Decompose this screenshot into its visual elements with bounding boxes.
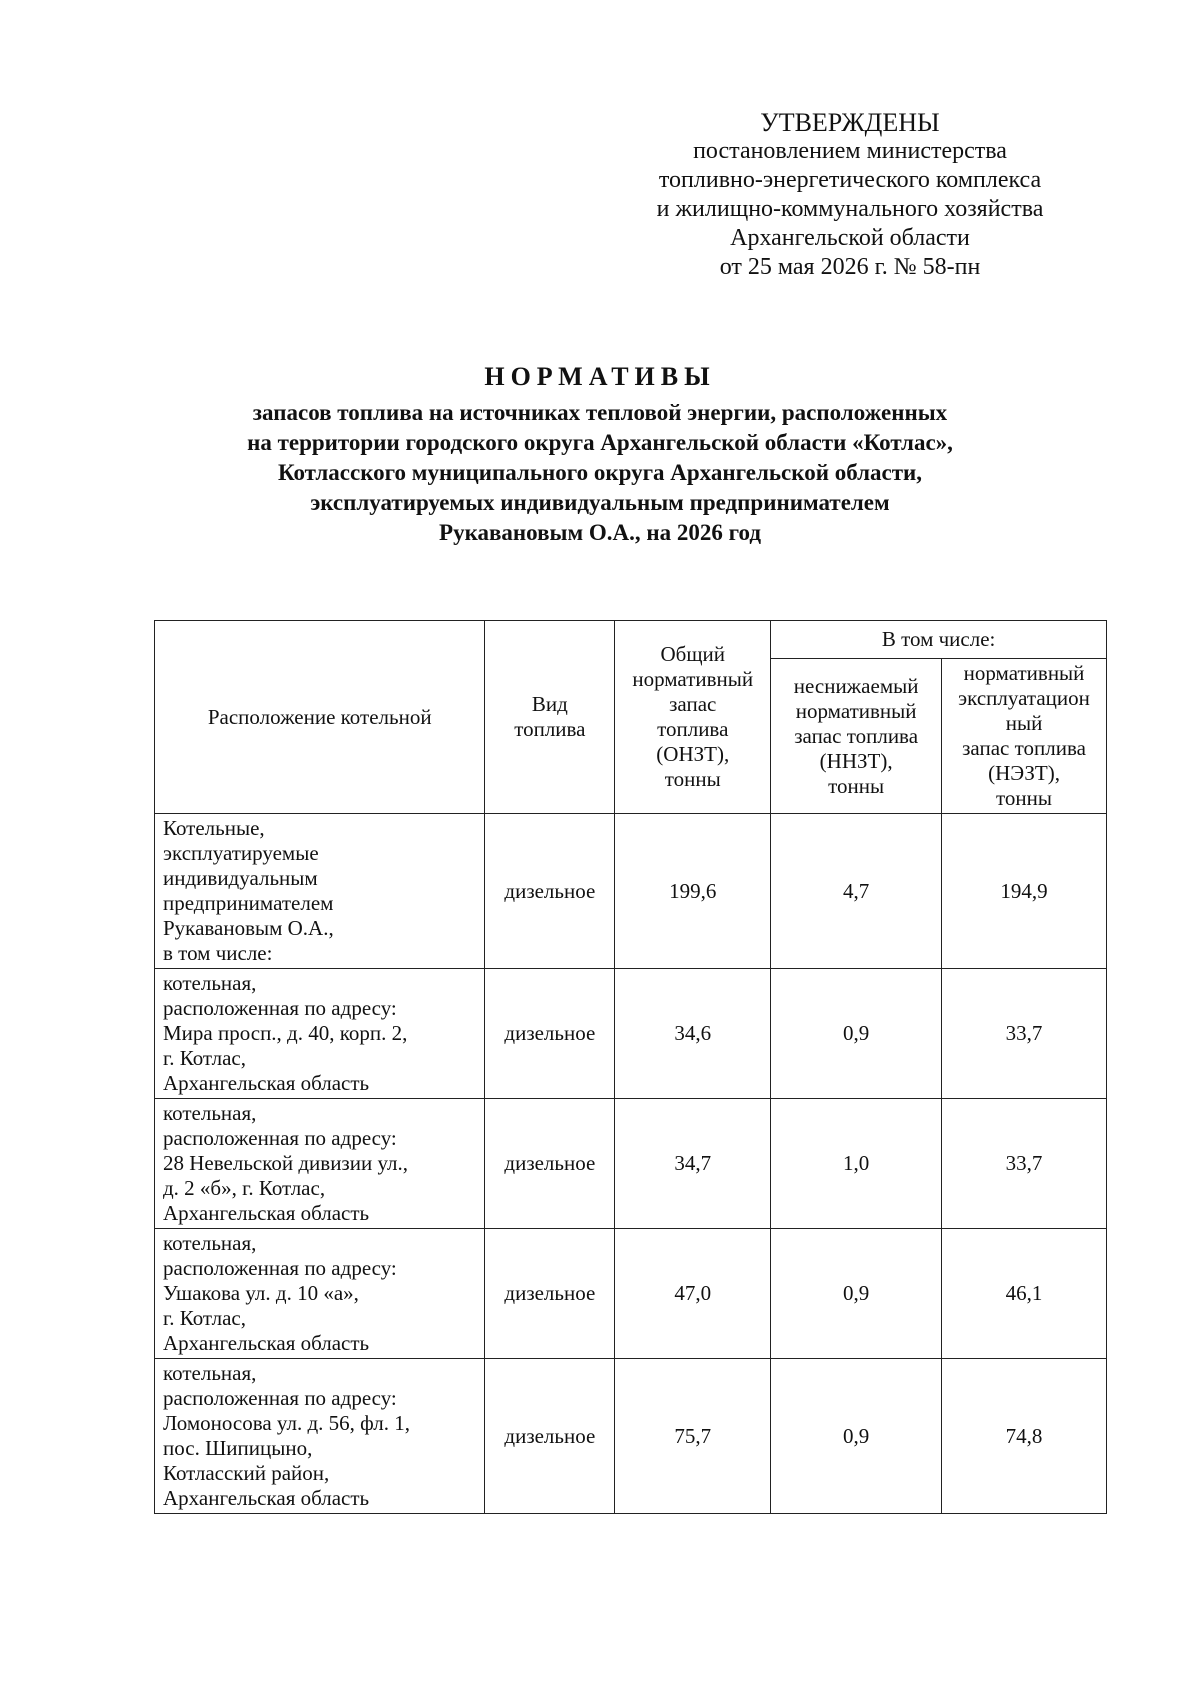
document-title: НОРМАТИВЫ xyxy=(484,362,716,391)
cell-fuel-type: дизельное xyxy=(485,814,615,969)
cell-total: 75,7 xyxy=(615,1359,771,1514)
cell-nezt: 33,7 xyxy=(942,969,1107,1099)
header-fuel-type: Вид топлива xyxy=(485,621,615,814)
cell-location: котельная, расположенная по адресу: Ушакова ул. д. 10 «а», г. Котлас, Архангельская область xyxy=(155,1229,485,1359)
table-row xyxy=(155,1359,1107,1514)
cell-fuel-type: дизельное xyxy=(485,1229,615,1359)
approval-line: Архангельской области xyxy=(730,225,970,251)
cell-nezt: 74,8 xyxy=(942,1359,1107,1514)
table-row xyxy=(155,814,1107,969)
cell-nezt: 46,1 xyxy=(942,1229,1107,1359)
heading-line: эксплуатируемых индивидуальным предпринимателем xyxy=(310,490,890,515)
table-row xyxy=(155,969,1107,1099)
cell-total: 47,0 xyxy=(615,1229,771,1359)
cell-location: котельная, расположенная по адресу: Ломоносова ул. д. 56, фл. 1, пос. Шипицыно, Котласский район, Архангельская область xyxy=(155,1359,485,1514)
approval-line: и жилищно-коммунального хозяйства xyxy=(656,196,1044,222)
fuel-reserve-table xyxy=(154,620,1107,1514)
table-row xyxy=(155,1099,1107,1229)
approval-line: постановлением министерства xyxy=(693,138,1007,164)
cell-nezt: 33,7 xyxy=(942,1099,1107,1229)
cell-fuel-type: дизельное xyxy=(485,1099,615,1229)
approval-date-line: от 25 мая 2026 г. № 58-пн xyxy=(719,254,981,280)
header-including: В том числе: xyxy=(771,621,1107,659)
header-nnzt: неснижаемый нормативный запас топлива (ННЗТ), тонны xyxy=(771,659,942,814)
cell-location: Котельные, эксплуатируемые индивидуальным предпринимателем Рукавановым О.А., в том числе: xyxy=(155,814,485,969)
heading-line: на территории городского округа Архангельской области «Котлас», xyxy=(247,430,953,455)
cell-location: котельная, расположенная по адресу: 28 Невельской дивизии ул., д. 2 «б», г. Котлас, Архангельская область xyxy=(155,1099,485,1229)
cell-location: котельная, расположенная по адресу: Мира просп., д. 40, корп. 2, г. Котлас, Архангельская область xyxy=(155,969,485,1099)
cell-nnzt: 0,9 xyxy=(771,1359,942,1514)
document-heading xyxy=(150,362,1050,548)
cell-fuel-type: дизельное xyxy=(485,1359,615,1514)
header-location: Расположение котельной xyxy=(155,621,485,814)
cell-nezt: 194,9 xyxy=(942,814,1107,969)
heading-line: Рукавановым О.А., на 2026 год xyxy=(439,520,761,545)
approval-title: УТВЕРЖДЕНЫ xyxy=(760,108,940,137)
header-total-reserve: Общий нормативный запас топлива (ОНЗТ), тонны xyxy=(615,621,771,814)
cell-total: 34,6 xyxy=(615,969,771,1099)
table-row xyxy=(155,1229,1107,1359)
cell-nnzt: 0,9 xyxy=(771,1229,942,1359)
cell-total: 34,7 xyxy=(615,1099,771,1229)
cell-total: 199,6 xyxy=(615,814,771,969)
approval-line: топливно-энергетического комплекса xyxy=(658,167,1042,193)
cell-nnzt: 0,9 xyxy=(771,969,942,1099)
cell-nnzt: 1,0 xyxy=(771,1099,942,1229)
approval-block xyxy=(600,108,1100,282)
header-nezt: нормативный эксплуатацион ный запас топлива (НЭЗТ), тонны xyxy=(942,659,1107,814)
cell-fuel-type: дизельное xyxy=(485,969,615,1099)
heading-line: запасов топлива на источниках тепловой энергии, расположенных xyxy=(252,400,948,425)
cell-nnzt: 4,7 xyxy=(771,814,942,969)
heading-line: Котласского муниципального округа Архангельской области, xyxy=(277,460,923,485)
